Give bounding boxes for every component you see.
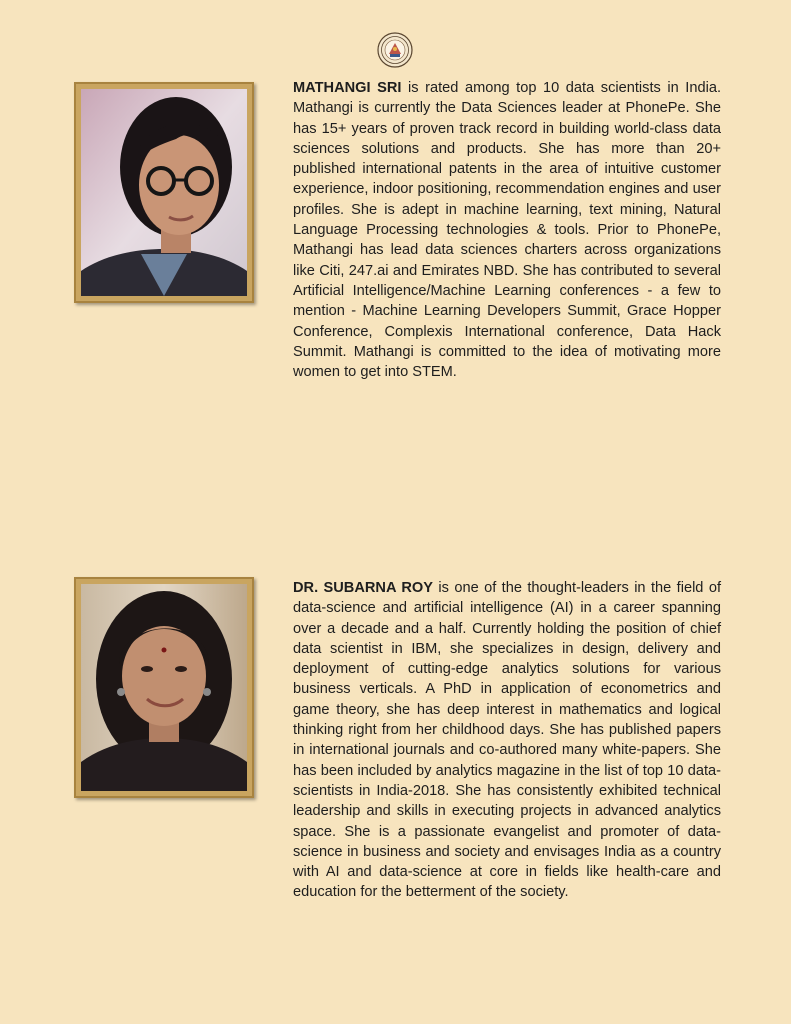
profile-bio-text: is rated among top 10 data scientists in India. Mathangi is currently the Data Sciences leader at PhonePe. She has 15+ years of proven track record in building world-class data sciences solutions and products. She has more than 20+ published international patents in the area of intuitive customer experience, indoor positioning, recommendation engines and user profiles. She is adept in machine learning, text mining, Natural Language Processing technologies & tools. Prior to PhonePe, Mathangi has lead data sciences charters across organizations like Citi, 247.ai and Emirates NBD. She has contributed to several Artificial Intelligence/Machine Learning conferences - a few to mention - Machine Learning Developers Summit, Grace Hopper Conference, Complexis International conference, Data Hack Summit. Mathangi is committed to the idea of motivating more women to get into STEM. — [293, 80, 721, 381]
profile-bio-text: is one of the thought-leaders in the field of data-science and artificial intelligence (AI) in a career spanning over a decade and a half. Currently holding the position of chief data scientist in IBM, she specializes in design, delivery and deployment of cutting-edge analytics solutions for various business verticals. A PhD in application of econometrics and game theory, she has deep interest in mathematics and logical thinking right from her childhood days. She has published papers in international journals and co-authored many white-papers. She has been included by analytics magazine in the list of top 10 data-scientists in India-2018. She has consistently exhibited technical leadership and skills in executing projects in advanced analytics space. She is a passionate evangelist and promoter of data-science in business and society and envisages India as a country with AI and data-science at core in fields like health-care and education for the betterment of the society. — [293, 580, 721, 901]
profile-bio-mathangi — [293, 78, 721, 382]
profile-bio-subarna — [293, 578, 721, 903]
portrait-image — [81, 584, 247, 791]
institution-emblem-icon — [377, 32, 413, 68]
profile-photo-subarna — [74, 577, 254, 798]
profile-name: MATHANGI SRI — [293, 80, 402, 96]
profile-photo-mathangi — [74, 82, 254, 303]
portrait-image — [81, 89, 247, 296]
profile-name: DR. SUBARNA ROY — [293, 580, 433, 596]
